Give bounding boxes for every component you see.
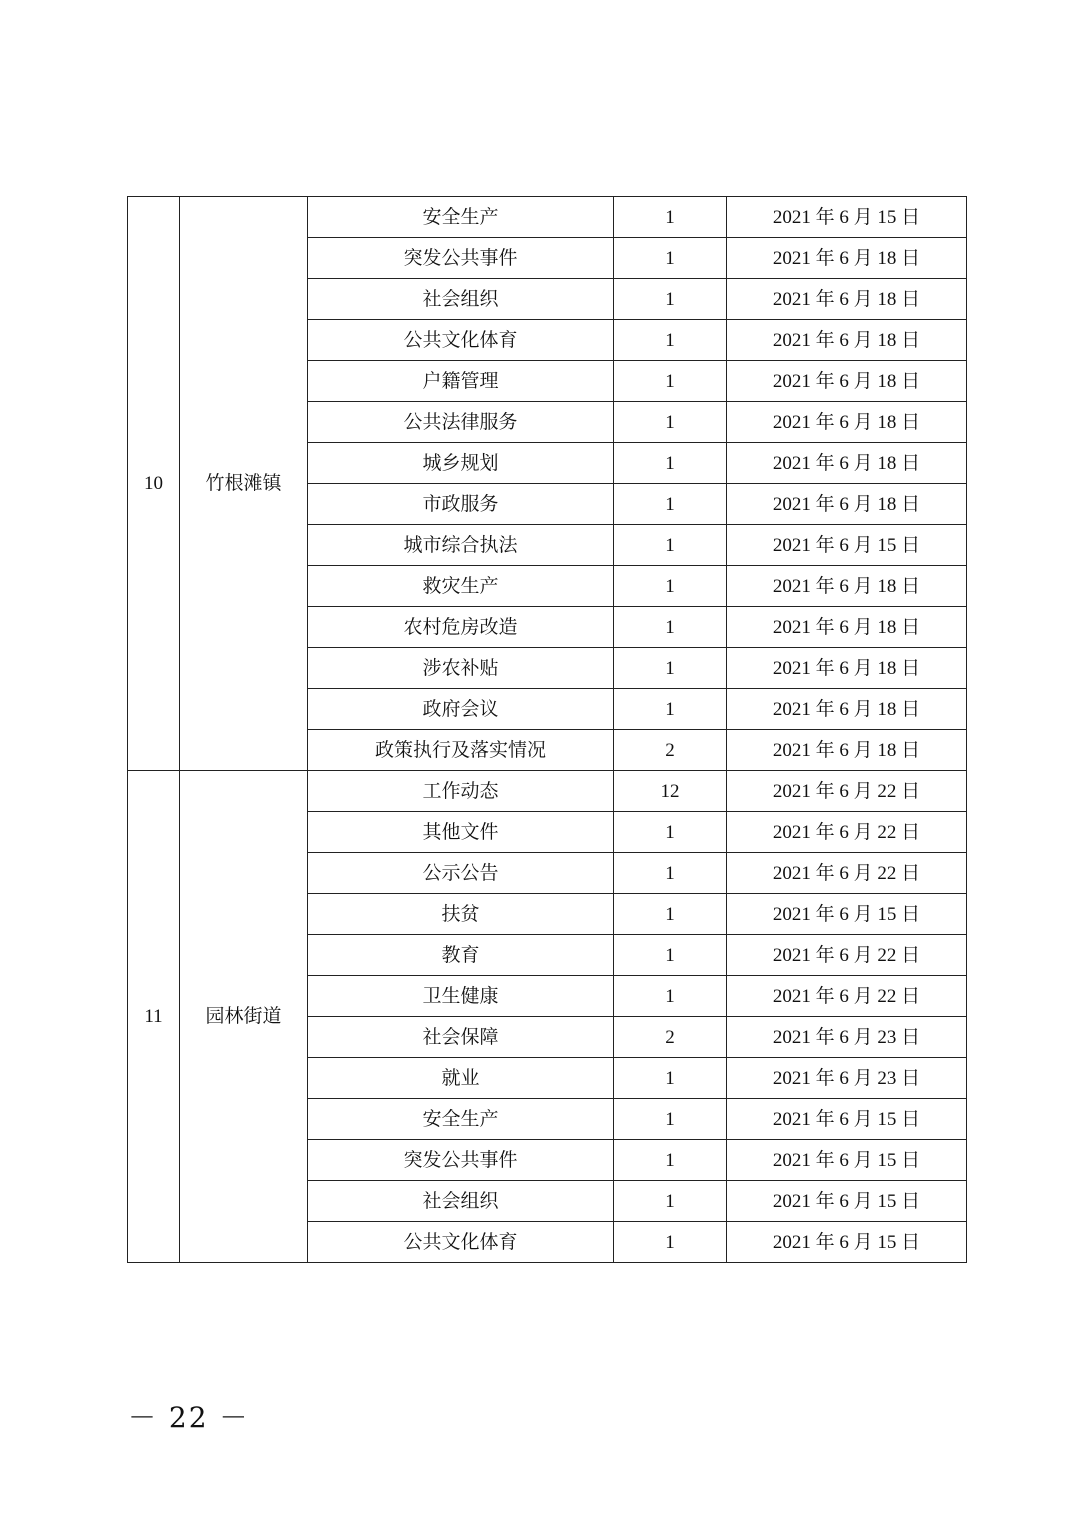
- category-cell: 公共文化体育: [308, 320, 614, 361]
- category-cell: 户籍管理: [308, 361, 614, 402]
- category-cell: 农村危房改造: [308, 607, 614, 648]
- category-cell: 安全生产: [308, 1099, 614, 1140]
- date-cell: 2021 年 6 月 18 日: [727, 689, 967, 730]
- date-cell: 2021 年 6 月 22 日: [727, 976, 967, 1017]
- count-cell: 1: [614, 1222, 727, 1263]
- count-cell: 1: [614, 402, 727, 443]
- date-cell: 2021 年 6 月 22 日: [727, 935, 967, 976]
- date-cell: 2021 年 6 月 18 日: [727, 648, 967, 689]
- date-cell: 2021 年 6 月 15 日: [727, 1140, 967, 1181]
- page-number: － 22 －: [128, 1401, 250, 1434]
- group-index-cell: 10: [128, 197, 180, 771]
- category-cell: 政府会议: [308, 689, 614, 730]
- count-cell: 1: [614, 1140, 727, 1181]
- count-cell: 1: [614, 320, 727, 361]
- category-cell: 安全生产: [308, 197, 614, 238]
- category-cell: 卫生健康: [308, 976, 614, 1017]
- date-cell: 2021 年 6 月 23 日: [727, 1058, 967, 1099]
- date-cell: 2021 年 6 月 15 日: [727, 525, 967, 566]
- count-cell: 1: [614, 894, 727, 935]
- table-body: [128, 197, 967, 1263]
- count-cell: 1: [614, 935, 727, 976]
- count-cell: 2: [614, 730, 727, 771]
- category-cell: 市政服务: [308, 484, 614, 525]
- category-cell: 扶贫: [308, 894, 614, 935]
- category-cell: 工作动态: [308, 771, 614, 812]
- count-cell: 1: [614, 648, 727, 689]
- table-row: [128, 197, 967, 238]
- category-cell: 公示公告: [308, 853, 614, 894]
- date-cell: 2021 年 6 月 18 日: [727, 279, 967, 320]
- count-cell: 1: [614, 1099, 727, 1140]
- count-cell: 12: [614, 771, 727, 812]
- date-cell: 2021 年 6 月 22 日: [727, 853, 967, 894]
- category-cell: 政策执行及落实情况: [308, 730, 614, 771]
- category-cell: 涉农补贴: [308, 648, 614, 689]
- count-cell: 1: [614, 279, 727, 320]
- category-cell: 突发公共事件: [308, 238, 614, 279]
- date-cell: 2021 年 6 月 23 日: [727, 1017, 967, 1058]
- count-cell: 1: [614, 361, 727, 402]
- date-cell: 2021 年 6 月 15 日: [727, 1099, 967, 1140]
- count-cell: 1: [614, 238, 727, 279]
- date-cell: 2021 年 6 月 15 日: [727, 197, 967, 238]
- category-cell: 突发公共事件: [308, 1140, 614, 1181]
- category-cell: 其他文件: [308, 812, 614, 853]
- count-cell: 1: [614, 443, 727, 484]
- category-cell: 城市综合执法: [308, 525, 614, 566]
- category-cell: 城乡规划: [308, 443, 614, 484]
- date-cell: 2021 年 6 月 15 日: [727, 894, 967, 935]
- count-cell: 1: [614, 525, 727, 566]
- count-cell: 1: [614, 484, 727, 525]
- count-cell: 1: [614, 607, 727, 648]
- category-cell: 社会组织: [308, 279, 614, 320]
- date-cell: 2021 年 6 月 18 日: [727, 402, 967, 443]
- count-cell: 1: [614, 1181, 727, 1222]
- date-cell: 2021 年 6 月 18 日: [727, 566, 967, 607]
- count-cell: 1: [614, 689, 727, 730]
- count-cell: 2: [614, 1017, 727, 1058]
- category-cell: 社会组织: [308, 1181, 614, 1222]
- category-cell: 教育: [308, 935, 614, 976]
- date-cell: 2021 年 6 月 22 日: [727, 812, 967, 853]
- category-cell: 公共法律服务: [308, 402, 614, 443]
- category-cell: 就业: [308, 1058, 614, 1099]
- date-cell: 2021 年 6 月 18 日: [727, 320, 967, 361]
- group-unit-cell: 竹根滩镇: [180, 197, 308, 771]
- date-cell: 2021 年 6 月 15 日: [727, 1181, 967, 1222]
- date-cell: 2021 年 6 月 18 日: [727, 484, 967, 525]
- table-row: [128, 771, 967, 812]
- date-cell: 2021 年 6 月 18 日: [727, 443, 967, 484]
- date-cell: 2021 年 6 月 15 日: [727, 1222, 967, 1263]
- date-cell: 2021 年 6 月 22 日: [727, 771, 967, 812]
- group-index-cell: 11: [128, 771, 180, 1263]
- count-cell: 1: [614, 566, 727, 607]
- category-cell: 公共文化体育: [308, 1222, 614, 1263]
- date-cell: 2021 年 6 月 18 日: [727, 730, 967, 771]
- count-cell: 1: [614, 976, 727, 1017]
- date-cell: 2021 年 6 月 18 日: [727, 361, 967, 402]
- count-cell: 1: [614, 853, 727, 894]
- date-cell: 2021 年 6 月 18 日: [727, 607, 967, 648]
- count-cell: 1: [614, 812, 727, 853]
- disclosure-table: [127, 196, 967, 1263]
- category-cell: 社会保障: [308, 1017, 614, 1058]
- group-unit-cell: 园林街道: [180, 771, 308, 1263]
- count-cell: 1: [614, 1058, 727, 1099]
- date-cell: 2021 年 6 月 18 日: [727, 238, 967, 279]
- category-cell: 救灾生产: [308, 566, 614, 607]
- count-cell: 1: [614, 197, 727, 238]
